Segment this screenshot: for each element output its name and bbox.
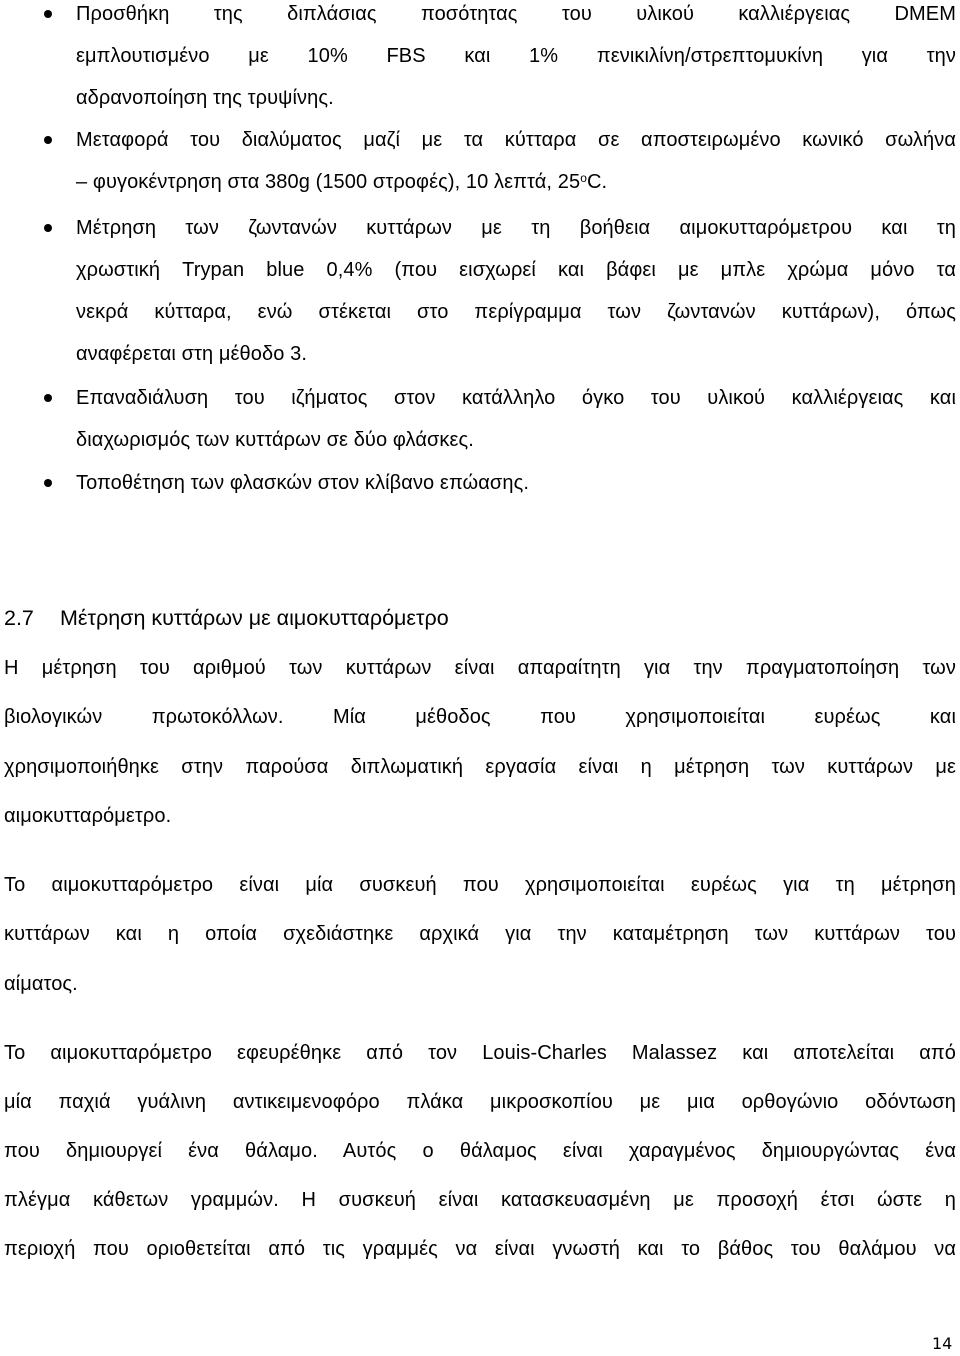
bullet-3-line-1: Μέτρηση των ζωντανών κυττάρων με τη βοήθεια αιμοκυτταρόμετρου και τη [76,217,956,239]
bullet-2-line-1: Μεταφορά του διαλύματος μαζί με τα κύτταρα σε αποστειρωμένο κωνικό σωλήνα [76,129,956,151]
section-number: 2.7 [4,606,34,630]
bullet-4-line-1: Επαναδιάλυση του ιζήματος στον κατάλληλο όγκο του υλικού καλλιέργειας και [76,387,956,409]
paragraph-1-line-2: βιολογικών πρωτοκόλλων. Μία μέθοδος που χρησιμοποιείται ευρέως και [4,706,956,728]
bullet-marker [44,224,52,232]
bullet-3-line-4: αναφέρεται στη μέθοδο 3. [76,343,307,365]
bullet-marker [44,479,52,487]
section-heading [4,604,449,632]
page-number: 14 [932,1334,953,1353]
paragraph-3-line-2: μία παχιά γυάλινη αντικειμενοφόρο πλάκα μικροσκοπίου με μια ορθογώνιο οδόντωση [4,1091,956,1113]
section-title: Μέτρηση κυττάρων με αιμοκυτταρόμετρο [60,606,449,630]
paragraph-3-line-3: που δημιουργεί ένα θάλαμο. Αυτός ο θάλαμος είναι χαραγμένος δημιουργώντας ένα [4,1140,956,1162]
paragraph-3-line-5: περιοχή που οριοθετείται από τις γραμμές να είναι γνωστή και το βάθος του θαλάμου να [4,1238,956,1260]
bullet-4-line-2: διαχωρισμός των κυττάρων σε δύο φλάσκες. [76,429,474,451]
bullet-2-line-2-unit: C. [586,171,608,193]
bullet-marker [44,10,52,18]
bullet-2-line-2-text: – φυγοκέντρηση στα 380g (1500 στροφές), 10 λεπτά, 25 [76,171,581,193]
degree-superscript: o [580,171,587,185]
bullet-3-line-2: χρωστική Trypan blue 0,4% (που εισχωρεί και βάφει με μπλε χρώμα μόνο τα [76,259,956,281]
bullet-2-line-2 [76,170,607,194]
bullet-marker [44,136,52,144]
paragraph-2-line-1: Το αιμοκυτταρόμετρο είναι μία συσκευή που χρησιμοποιείται ευρέως για τη μέτρηση [4,874,956,896]
paragraph-1-line-3: χρησιμοποιήθηκε στην παρούσα διπλωματική εργασία είναι η μέτρηση των κυττάρων με [4,756,956,778]
paragraph-3-line-1: Το αιμοκυτταρόμετρο εφευρέθηκε από τον Louis-Charles Malassez και αποτελείται από [4,1042,956,1064]
bullet-5-line-1: Τοποθέτηση των φλασκών στον κλίβανο επώασης. [76,472,529,494]
paragraph-1-line-1: Η μέτρηση του αριθμού των κυττάρων είναι απαραίτητη για την πραγματοποίηση των [4,657,956,679]
bullet-1-line-1: Προσθήκη της διπλάσιας ποσότητας του υλικού καλλιέργειας DMEM [76,3,956,25]
paragraph-2-line-3: αίματος. [4,973,78,995]
bullet-1-line-3: αδρανοποίηση της τρυψίνης. [76,87,334,109]
bullet-3-line-3: νεκρά κύτταρα, ενώ στέκεται στο περίγραμμα των ζωντανών κυττάρων), όπως [76,301,956,323]
paragraph-2-line-2: κυττάρων και η οποία σχεδιάστηκε αρχικά για την καταμέτρηση των κυττάρων του [4,923,956,945]
bullet-1-line-2: εμπλουτισμένο με 10% FBS και 1% πενικιλίνη/στρεπτομυκίνη για την [76,45,956,67]
paragraph-3-line-4: πλέγμα κάθετων γραμμών. Η συσκευή είναι κατασκευασμένη με προσοχή έτσι ώστε η [4,1189,956,1211]
bullet-marker [44,394,52,402]
paragraph-1-line-4: αιμοκυτταρόμετρο. [4,805,172,827]
